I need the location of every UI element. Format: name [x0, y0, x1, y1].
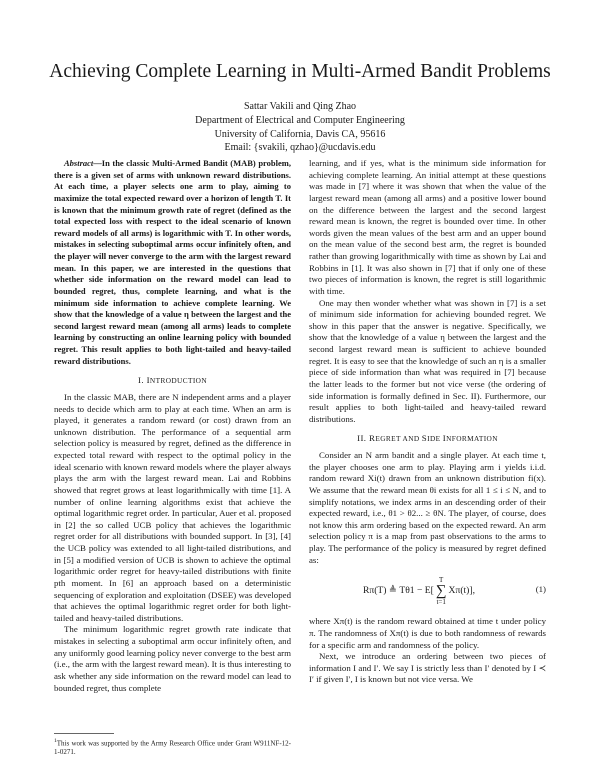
regret-equation [309, 572, 546, 610]
affiliation-department: Department of Electrical and Computer Engineering [195, 115, 405, 126]
left-column [54, 158, 291, 694]
section-heading-introduction: I. INTRODUCTION [137, 375, 208, 386]
affiliation-email: Email: {svakili, qzhao}@ucdavis.edu [224, 142, 376, 153]
footnote-divider [54, 733, 114, 734]
abstract [54, 158, 291, 367]
section2-paragraph: Consider an N arm bandit and a single player. At each time t, the player chooses one arm to play. Playing arm i yields i.i.d. random reward Xi(t) drawn from an unknown distribution fi(x). We assume that the reward mean θi exists for all 1 ≤ i ≤ N, and to simplify notations, we index arms in an descending order of their expected reward, i.e., θ1 > θ2... ≥ θN. The player, of course, does not know this arm ordering based on the expected reward. An arm selection policy π is a map from past observations to the arms to play. The performance of the policy is measured by regret defined as: [309, 450, 546, 565]
footnote-text: This work was supported by the Army Research Office under Grant W911NF-12-1-0271. [54, 739, 291, 757]
body-paragraph: where Xπ(t) is the random reward obtained at time t under policy π. The randomness of Xπ(t) is due to both randomness of rewards for a specific arm and randomness of the policy. [309, 616, 546, 650]
intro-paragraph: In the classic MAB, there are N independent arms and a player needs to decide which arm to play at each time. When an arm is played, it generates a random reward (or cost) drawn from an unknown distribution. The performance of a sequential arm selection policy is measured by regret, defined as the difference in expected total reward with respect to the optimal policy in the ideal scenario with known reward models where the player always plays the arm with the largest reward mean. Lai and Robbins showed that regret grows at least logarithmically with time [1]. A number of online learning algorithms exist that achieve the optimal logarithmic regret order. In particular, Auer et al. proposed in [2] the so called UCB policy that achieves the logarithmic regret order for all distributions with bounded support. In [3], [4] the UCB policy was extended to all light-tailed distributions, and in [5] a modified version of UCB is shown to achieve the optimal logarithmic order regret for heavy-tailed distributions with finite pth moment. In [6] an approach based on a deterministic sequencing of exploration and exploitation (DSEE) was developed that achieves the optimal logarithmic regret order for both light-tailed and heavy-tailed distributions. [54, 391, 291, 623]
abstract-lead: Abstract [64, 158, 94, 168]
right-column [309, 158, 546, 686]
abstract-text: —In the classic Multi-Armed Bandit (MAB) problem, there is a given set of arms with unknown reward distributions. At each time, a player selects one arm to play, aiming to maximize the total expected reward over a horizon of length T. It is known that the minimum growth rate of regret (defined as the total expected loss with respect to the ideal scenario of known reward models of all arms) is logarithmic with T. In other words, mistakes in selecting suboptimal arms occur infinitely often, and the player will never converge to the arm with the largest reward mean. In this paper, we are interested in the questions that whether side information on the reward model can lead to bounded regret, thus, complete learning, and what is the minimum side information to achieve complete learning. We show that the knowledge of a value η between the largest and the second largest reward mean (among all arms) leads to complete learning by constructing an online learning policy with bounded regret. This result applies to both light-tailed and heavy-tailed reward distributions. [54, 158, 291, 366]
equation-number: (1) [535, 584, 546, 595]
author-names: Sattar Vakili and Qing Zhao [243, 101, 357, 112]
affiliation-university: University of California, Davis CA, 95616 [214, 128, 386, 140]
intro-paragraph: The minimum logarithmic regret growth rate indicate that mistakes in selecting a suboptimal arm occur infinitely often, and any uniformly good learning policy never converge to the best arm (i.e., the arm with the largest reward mean). It is thus interesting to ask whether any side information on the reward model can lead to bounded regret, thus complete [54, 624, 291, 693]
footnote-mark: 1 [54, 738, 57, 744]
paper-title: Achieving Complete Learning in Multi-Armed Bandit Problems [49, 61, 551, 82]
summation-sign: T ∑ t=1 [435, 576, 447, 607]
affiliation-block [0, 114, 600, 155]
body-paragraph: One may then wonder whether what was shown in [7] is a set of minimum side information for achieving bounded regret. We show in this paper that the answer is negative. Specifically, we show that the knowledge of a value η between the largest and the second largest reward mean is sufficient to achieve bounded regret. It is easy to see that the knowledge of such an η is a smaller piece of side information than what was required in [7] because the latter leads to the former but not vice verse (the ordering of side information is formally defined in Sec. II). Furthermore, our result applies to both light-tailed and heavy-tailed reward distributions. [309, 297, 546, 424]
equation-lhs: Rπ(T) ≜ Tθ1 − E[ [363, 585, 434, 597]
body-paragraph: Next, we introduce an ordering between two pieces of information I and I′. We say I is strictly less than I′ denoted by I ≺ I′ if given I′, I is known but not vice versa. We [309, 651, 546, 685]
equation-rhs: Xπ(t)], [448, 585, 475, 597]
footnote [54, 737, 291, 757]
body-paragraph: learning, and if yes, what is the minimum side information for achieving complete learning. An initial attempt at these questions was made in [7] where it was shown that when the value of the largest reward mean (among all arms) and a positive lower bound on the difference between the largest and the second largest reward mean is known, the regret is bounded over time. In other words given the mean values of the best arm and an upper bound on the mean value of the second best arm, the regret is bounded rather than growing logarithmically with time as shown by Lai and Robbins in [1]. It was also shown in [7] that if only one of these two pieces of information is known, the regret is still logarithmic with time. [309, 158, 546, 296]
section-heading-regret: II. REGRET AND SIDE INFORMATION [357, 433, 498, 444]
